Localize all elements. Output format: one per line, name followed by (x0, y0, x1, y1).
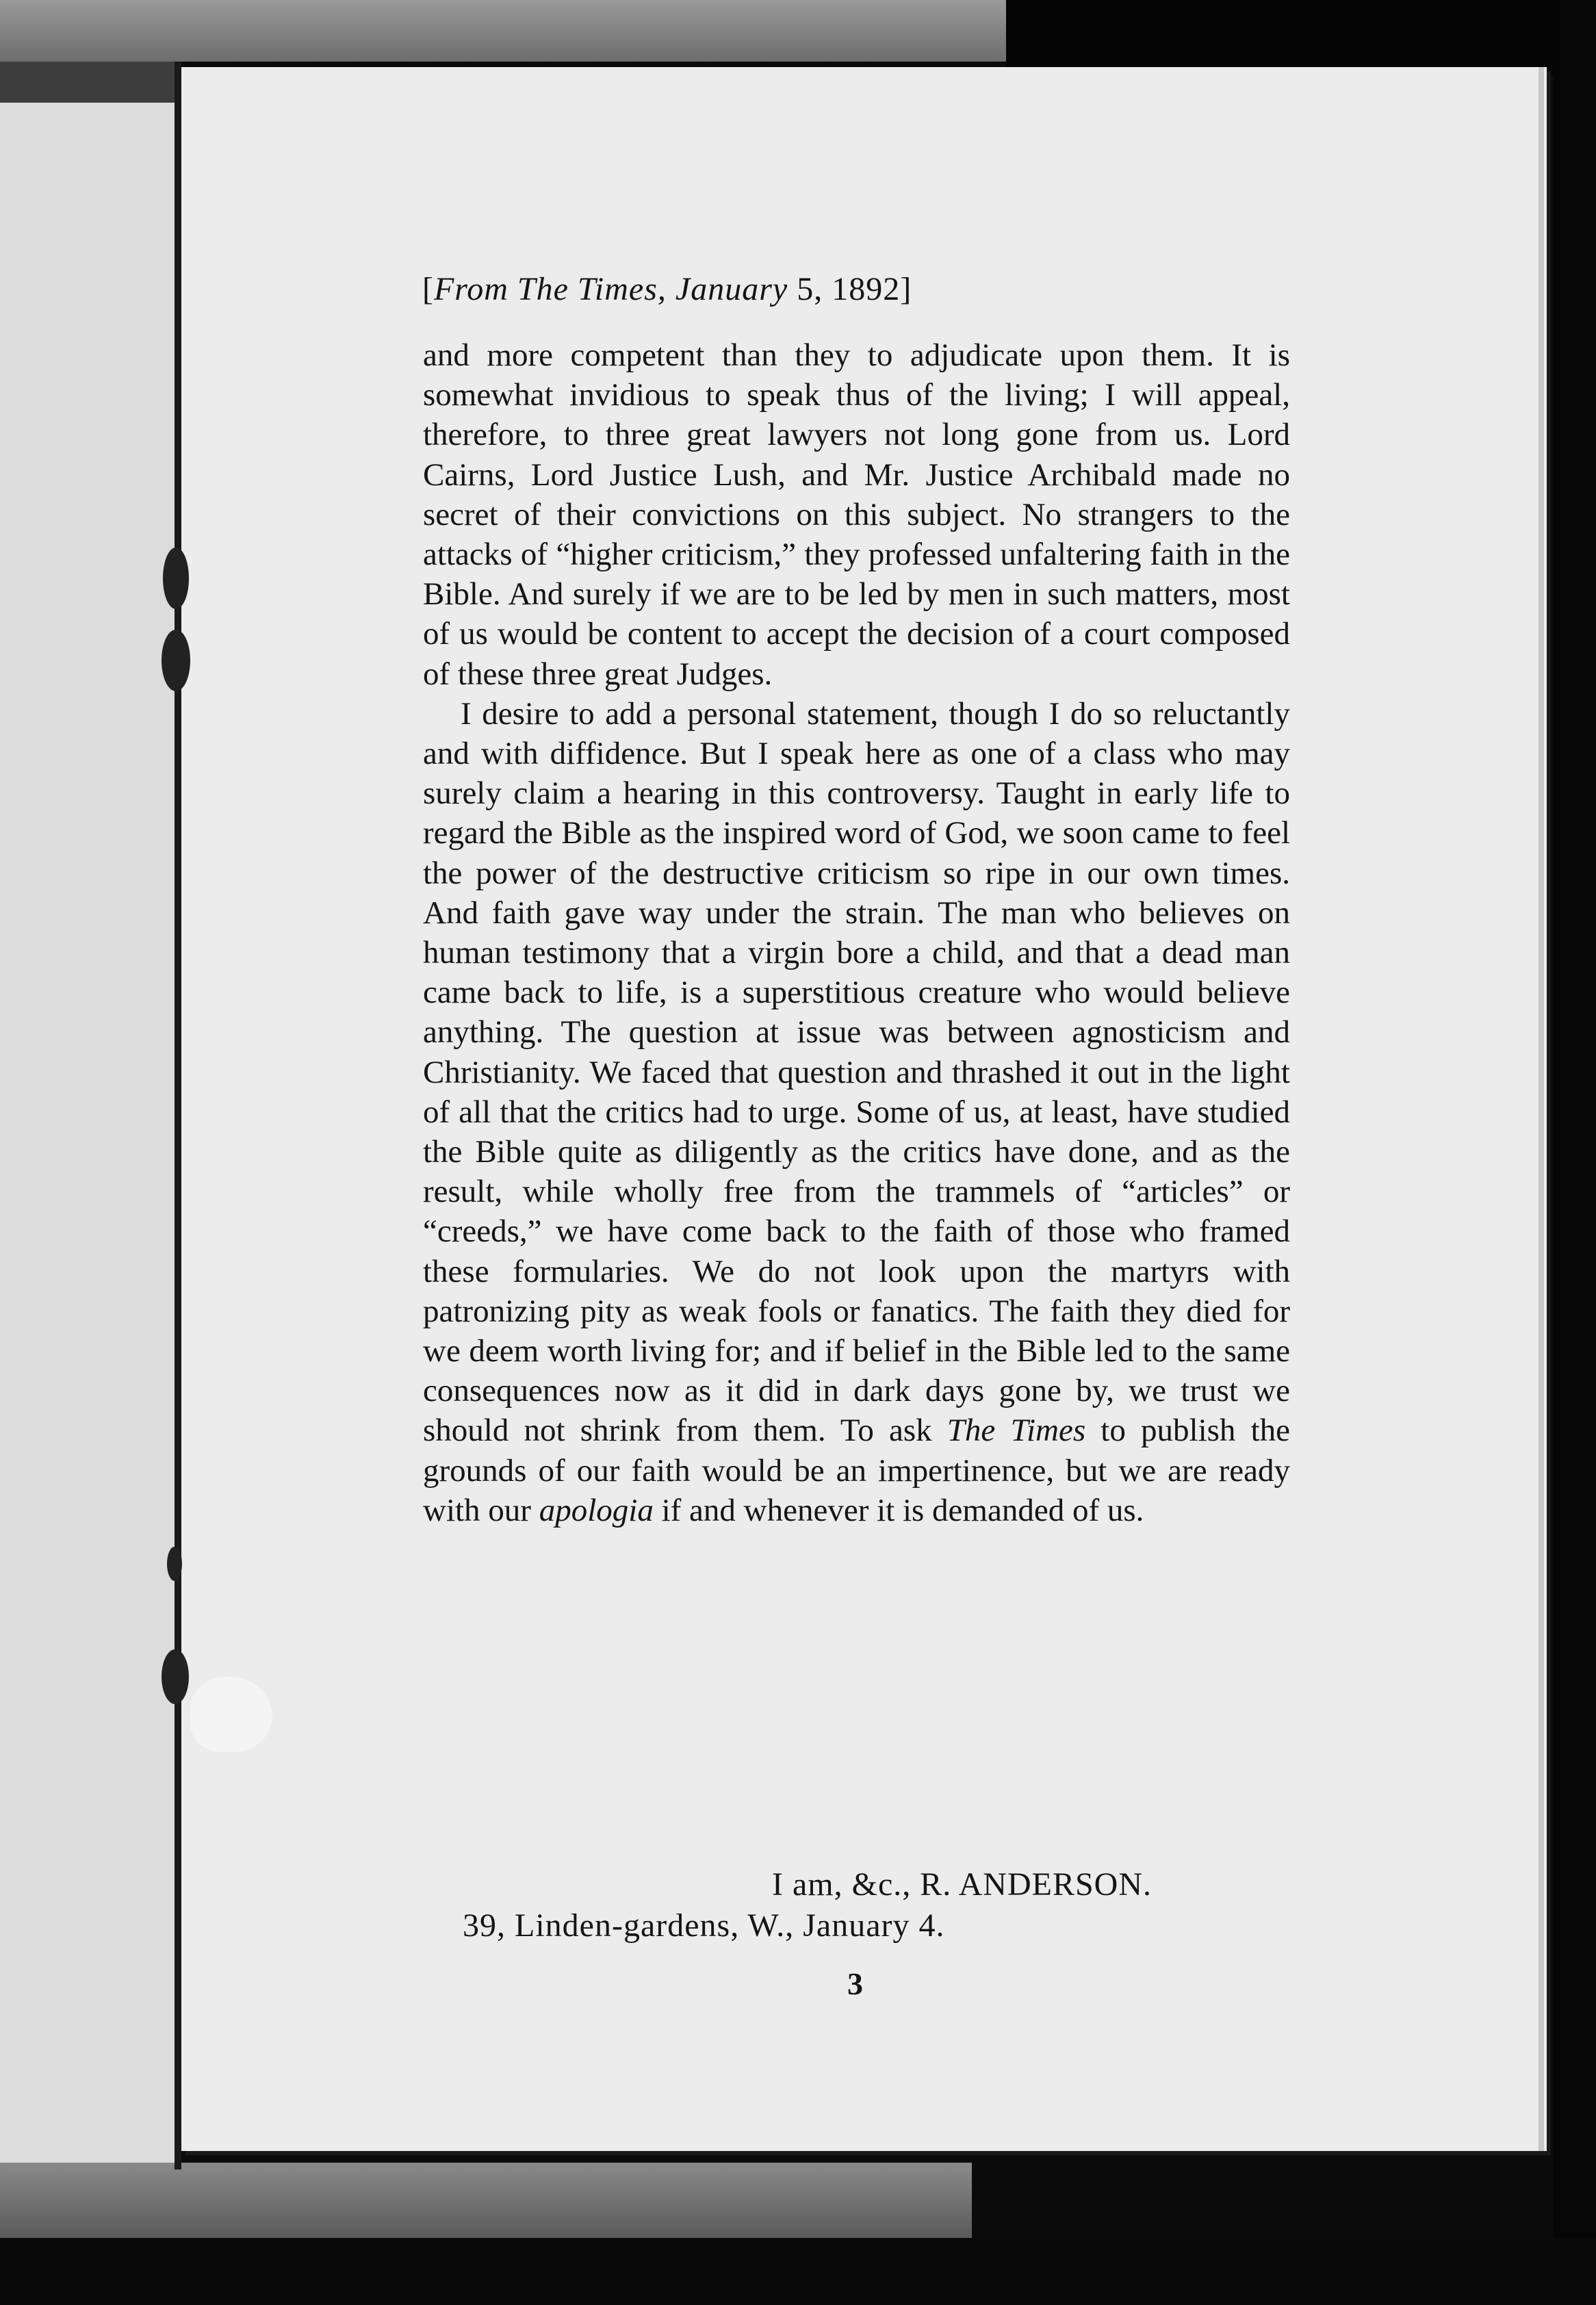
scan-background-bottom (0, 2163, 972, 2238)
ink-spot (163, 548, 189, 609)
source-header (422, 270, 1449, 308)
binding-fold (175, 62, 181, 2169)
paragraph (423, 694, 1290, 1530)
italic-text: apologia (539, 1492, 654, 1528)
ink-spot (162, 630, 190, 691)
ink-spot (167, 1547, 182, 1581)
header-open-bracket: [ (422, 271, 434, 307)
text-run: to publish the grounds of our faith would be an impertinence, but we are ready with our (423, 1413, 1290, 1528)
ink-spot (162, 1649, 189, 1704)
text-run: I desire to add a personal statement, though I do so reluctantly and with diffidence. But I speak here as one of a class who may surely claim a hearing in this controversy. Taught in early life to regard the Bible as the inspired word of God, we soon came to feel the power of the destructive criticism so ripe in our own times. And faith gave way under the strain. The man who believes on human testimony that a virgin bore a child, and that a dead man came back to life, is a superstitious creature who would believe anything. The question at issue was between agnosticism and Christianity. We faced that question and thrashed it out in the light of all that the critics had to urge. Some of us, at least, have studied the Bible quite as diligently as the critics have done, and as the result, while wholly free from the trammels of “articles” or “creeds,” we have come back to the faith of those who framed these formularies. We do not look upon the martyrs with patronizing pity as weak fools or fanatics. The faith they died for we deem worth living for; and if belief in the Bible led to the same consequences now as it did in dark days gone by, we trust we should not shrink from them. To ask (423, 695, 1290, 1449)
scan-background-bottom-dark (0, 2238, 1596, 2305)
text-run: if and whenever it is demanded of us. (653, 1492, 1144, 1528)
scan-background-top-dark (1006, 0, 1596, 75)
letter-body (423, 335, 1290, 1530)
italic-text: The Times (947, 1413, 1086, 1449)
paper-blot (190, 1677, 272, 1752)
header-date: 5, 1892] (788, 271, 912, 307)
address-line: 39, Linden-gardens, W., January 4. (463, 1907, 945, 1944)
previous-page-edge (0, 103, 179, 2163)
left-page-shadow (0, 62, 179, 103)
text-run: and more competent than they to adjudicate upon them. It is somewhat invidious to speak thus of the living; I will appeal, therefore, to three great lawyers not long gone from us. Lord Cairns, Lord Justice Lush, and Mr. Justice Archibald made no secret of their convictions on this subject. No strangers to the attacks of “higher criticism,” they professed unfaltering faith in the Bible. And surely if we are to be led by men in such matters, most of us would be content to accept the decision of a court composed of these three great Judges. (423, 337, 1290, 692)
signoff: I am, &c., R. ANDERSON. (772, 1866, 1152, 1903)
scan-background-right (1554, 0, 1596, 2305)
scan-background-top (0, 0, 1006, 62)
page-number: 3 (847, 1966, 863, 2001)
page-edge (1539, 67, 1544, 2151)
header-source: From The Times, January (433, 271, 788, 307)
paragraph (423, 335, 1290, 694)
